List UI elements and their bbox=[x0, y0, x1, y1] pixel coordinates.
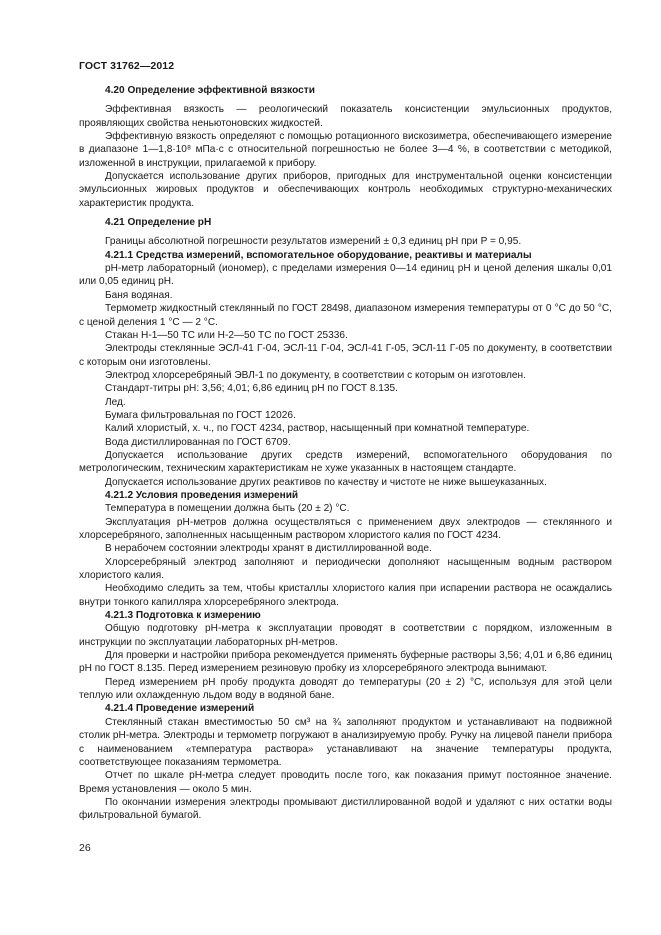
paragraph: Хлорсеребряный электрод заполняют и периодически дополняют насыщенным водным раствором хлористого калия. bbox=[79, 556, 612, 582]
paragraph: Термометр жидкостный стеклянный по ГОСТ 28498, диапазоном измерения температуры от 0 °С до 50 °С, с ценой деления 1 °С — 2 °С. bbox=[79, 303, 612, 328]
paragraph: Стандарт-титры pH: 3,56; 4,01; 6,86 единиц pH по ГОСТ 8.135. bbox=[105, 383, 398, 395]
paragraph: Эффективную вязкость определяют с помощью ротационного вискозиметра, обеспечивающего измерение в диапазоне 1—1,8·10⁸ мПа·с с относительной погрешностью не более 3—4 %, в соответствии с методикой, изложенной в инструкции, прилагаемой к прибору. bbox=[79, 131, 612, 169]
paragraph: Бумага фильтровальная по ГОСТ 12026. bbox=[105, 409, 296, 421]
subsection-heading: 4.21.1 Средства измерений, вспомогательное оборудование, реактивы и материалы bbox=[105, 249, 532, 261]
paragraph: Допускается использование других приборов, пригодных для инструментальной оценки консистенции эмульсионных жировых продуктов и обеспечивающих контроль необходимых структурно-механических характеристик продукта. bbox=[79, 171, 612, 209]
paragraph: Электроды стеклянные ЭСЛ-41 Г-04, ЭСЛ-11 Г-04, ЭСЛ-41 Г-05, ЭСЛ-11 Г-05 по документу, в соответствии с которым они изготовлены. bbox=[79, 343, 612, 368]
paragraph: Электрод хлорсеребряный ЭВЛ-1 по документу, в соответствии с которым он изготовлен. bbox=[105, 369, 526, 381]
document-body bbox=[79, 84, 612, 823]
subsection-heading: 4.21.4 Проведение измерений bbox=[105, 703, 255, 715]
paragraph: Перед измерением pH пробу продукта доводят до температуры (20 ± 2) °С, используя для этой цели теплую или охлажденную льдом воду в водяной бане. bbox=[79, 676, 612, 702]
section-heading: 4.21 Определение pH bbox=[105, 217, 212, 229]
page-number: 26 bbox=[79, 842, 91, 854]
paragraph: Баня водяная. bbox=[105, 289, 173, 301]
paragraph: Эффективная вязкость — реологический показатель консистенции эмульсионных продуктов, проявляющих свойства неньютоновских жидкостей. bbox=[79, 104, 612, 129]
paragraph: pH-метр лабораторный (иономер), с пределами измерения 0—14 единиц pH и ценой деления шкалы 0,01 или 0,05 единиц pH. bbox=[79, 263, 612, 288]
subsection-heading: 4.21.2 Условия проведения измерений bbox=[105, 489, 299, 501]
paragraph: Для проверки и настройки прибора рекомендуется применять буферные растворы 3,56; 4,01 и 6,86 единиц pH по ГОСТ 8.135. Перед измерением резиновую пробку из хлорсеребряного электрода вынимают. bbox=[79, 650, 612, 675]
paragraph: Необходимо следить за тем, чтобы кристаллы хлористого калия при испарении раствора не осаждались внутри тонкого капилляра хлорсеребряного электрода. bbox=[79, 583, 612, 608]
document-header: ГОСТ 31762—2012 bbox=[79, 60, 175, 72]
paragraph: Температура в помещении должна быть (20 ± 2) °С. bbox=[105, 503, 350, 515]
paragraph: Общую подготовку pH-метра к эксплуатации проводят в соответствии с порядком, изложенным в инструкции по эксплуатации лабораторных pH-метров. bbox=[79, 623, 612, 648]
paragraph: В нерабочем состоянии электроды хранят в дистиллированной воде. bbox=[105, 543, 432, 555]
paragraph: Калий хлористый, х. ч., по ГОСТ 4234, раствор, насыщенный при комнатной температуре. bbox=[105, 423, 530, 435]
paragraph: Лед. bbox=[105, 396, 126, 408]
paragraph: Границы абсолютной погрешности результатов измерений ± 0,3 единиц pH при P = 0,95. bbox=[105, 236, 522, 248]
paragraph: Стакан Н-1—50 ТС или Н-2—50 ТС по ГОСТ 25336. bbox=[105, 329, 348, 341]
subsection-heading: 4.21.3 Подготовка к измерению bbox=[105, 610, 261, 622]
paragraph: Вода дистиллированная по ГОСТ 6709. bbox=[105, 436, 291, 448]
paragraph: Стеклянный стакан вместимостью 50 см³ на ¾ заполняют продуктом и устанавливают на подвижной столик pH-метра. Электроды и термометр погружают в анализируемую пробу. Ручку на лицевой панели прибора с наименованием «температура раствора» устанавливают на значение температуры продукта, соответствующее показаниям термометра. bbox=[79, 716, 612, 768]
paragraph: Допускается использование других средств измерений, вспомогательного оборудования по метрологическим, техническим характеристикам не хуже указанных в настоящем стандарте. bbox=[79, 449, 612, 475]
paragraph: По окончании измерения электроды промывают дистиллированной водой и удаляют с них остатки воды фильтровальной бумагой. bbox=[79, 796, 612, 822]
section-heading: 4.20 Определение эффективной вязкости bbox=[105, 85, 315, 96]
paragraph: Допускается использование других реактивов по качеству и чистоте не ниже вышеуказанных. bbox=[105, 476, 547, 488]
paragraph: Отчет по шкале pH-метра следует проводить после того, как показания примут постоянное значение. Время установления — около 5 мин. bbox=[79, 770, 612, 795]
paragraph: Эксплуатация pH-метров должна осуществляться с применением двух электродов — стеклянного и хлорсеребряного, заполненных насыщенным раствором хлористого калия по ГОСТ 4234. bbox=[79, 516, 612, 541]
